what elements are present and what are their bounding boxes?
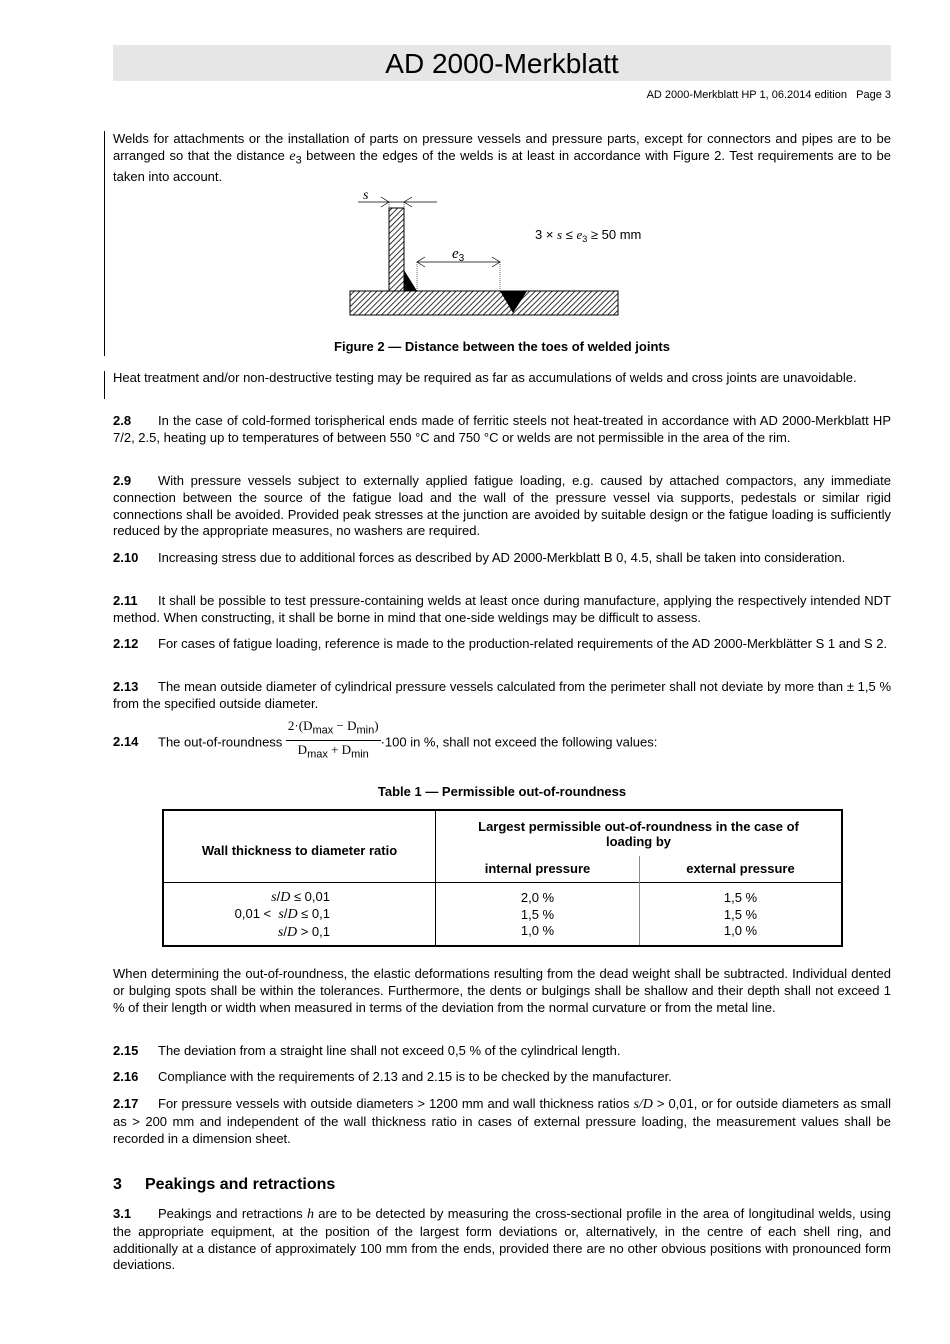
external-pressure-values: [640, 882, 843, 946]
document-subtitle: AD 2000-Merkblatt HP 1, 06.2014 edition Page 3: [646, 89, 891, 101]
paragraph-out-of-roundness-determination: When determining the out-of-roundness, the elastic deformations resulting from the dead weight shall be subtracted. Individual dented or bulging spots shall be within the tolerances. Furthermore, the dents or bulgings shall be shallow and their depth shall not exceed 1 % of their length or width when measured in terms of the deviation from the normal curvature or from the metal line.: [113, 966, 891, 1015]
ratio-row-3: s/D > 0,1: [277, 923, 330, 940]
external-value: 1,5 %: [723, 906, 758, 922]
paragraph-welds-attachments: Welds for attachments or the installation of parts on pressure vessels and pressure parts, except for connectors and pipes are to be arranged so that the distance $e_3$ between the edges of the welds is at least in accordance with Figure 2. Test requirements are to be taken into account.: [113, 131, 891, 185]
e3-label: $e_3$: [452, 246, 465, 264]
figure-2-welded-joints-diagram: [340, 185, 670, 320]
clause-2-14: 2.14 The out-of-roundness $\frac{2\cdot(D_{max} - D_{min})}{D_{max} + D_{min}}$ ·100 in %, shall not exceed the following values:: [113, 722, 891, 764]
s-label: s: [363, 188, 369, 203]
header-internal-pressure: internal pressure: [436, 856, 640, 882]
clause-2-12: 2.12 For cases of fatigue loading, reference is made to the production-related requirements of the AD 2000-Merkblätter S 1 and S 2.: [113, 636, 888, 651]
section-3-heading: 3 Peakings and retractions: [113, 1176, 336, 1193]
clause-2-9: 2.9 With pressure vessels subject to externally applied fatigue loading, e.g. caused by attached compactors, any immediate connection between the source of the fatigue load and the wall of the pressure vessel via supports, pedestals or similar rigid connections shall be avoided. Provided peak stresses at the junction are avoided by suitable design or the fatigue loading is sufficiently reduced by the appropriate measures, no washers are required.: [113, 473, 891, 539]
header-external-pressure: external pressure: [686, 861, 795, 877]
internal-pressure-values: [436, 882, 640, 946]
figure-caption: Figure 2 — Distance between the toes of welded joints: [334, 339, 670, 354]
clause-2-8: 2.8 In the case of cold-formed torispherical ends made of ferritic steels not heat-treated in accordance with AD 2000-Merkblatt HP 7/2, 2.5, heating up to temperatures of between 550 °C and 750 °C or welds are not permissible in the area of the rim.: [113, 413, 891, 445]
ratio-cell: [163, 882, 436, 946]
internal-value: 1,5 %: [520, 906, 555, 922]
table-caption: Table 1 — Permissible out-of-roundness: [377, 784, 627, 799]
clause-2-10: 2.10 Increasing stress due to additional forces as described by AD 2000-Merkblatt B 0, 4.5, shall be taken into consideration.: [113, 550, 846, 565]
header-largest-out-of-roundness: Largest permissible out-of-roundness in the case of loading by: [478, 818, 799, 849]
ratio-row-1: s/D ≤ 0,01: [271, 888, 330, 905]
paragraph-heat-treatment: Heat treatment and/or non-destructive testing may be required as far as accumulations of welds and cross joints are unavoidable.: [113, 370, 857, 385]
clause-2-11: 2.11 It shall be possible to test pressure-containing welds at least once during manufacture, applying the respectively intended NDT method. When constructing, it shall be borne in mind that one-side weldings may be difficult to assess.: [113, 593, 891, 625]
clause-2-15: 2.15 The deviation from a straight line shall not exceed 0,5 % of the cylindrical length.: [113, 1043, 621, 1058]
external-value: 1,5 %: [723, 890, 758, 905]
ratio-row-2: 0,01 < s/D ≤ 0,1: [234, 906, 330, 922]
distance-formula: $3 \times s \le e_3 \ge 50$ mm: [535, 227, 642, 244]
header-wall-thickness-ratio: Wall thickness to diameter ratio: [163, 810, 436, 882]
clause-3-1: 3.1 Peakings and retractions h are to be detected by measuring the cross-sectional profile in the area of longitudinal welds, using the appropriate equipment, at the position of the largest form deviations or, alternatively, in the centre of each shell ring, and additionally at a distance of approximately 100 mm from the ends, provided there are no other obvious positions with pronounced form deviations.: [113, 1206, 891, 1273]
clause-2-16: 2.16 Compliance with the requirements of 2.13 and 2.15 is to be checked by the manufacturer.: [113, 1069, 672, 1084]
out-of-roundness-formula: $\frac{2\cdot(D_{max} - D_{min})}{D_{max} + D_{min}}$: [287, 718, 379, 761]
change-bar: [104, 131, 105, 356]
internal-value: 1,0 %: [520, 923, 555, 938]
document-header-title: AD 2000-Merkblatt: [113, 45, 891, 81]
internal-value: 2,0 %: [520, 890, 555, 905]
out-of-roundness-table: [162, 809, 843, 947]
clause-2-17: 2.17 For pressure vessels with outside diameters > 1200 mm and wall thickness ratios s/D > 0,01, or for outside diameters as small as > 200 mm and independent of the wall thickness ratio in cases of external pressure loading, the measurement values shall be recorded in a dimension sheet.: [113, 1096, 891, 1146]
clause-2-13: 2.13 The mean outside diameter of cylindrical pressure vessels calculated from the perimeter shall not deviate by more than ± 1,5 % from the specified outside diameter.: [113, 679, 891, 711]
change-bar: [104, 371, 105, 399]
external-value: 1,0 %: [723, 923, 758, 938]
